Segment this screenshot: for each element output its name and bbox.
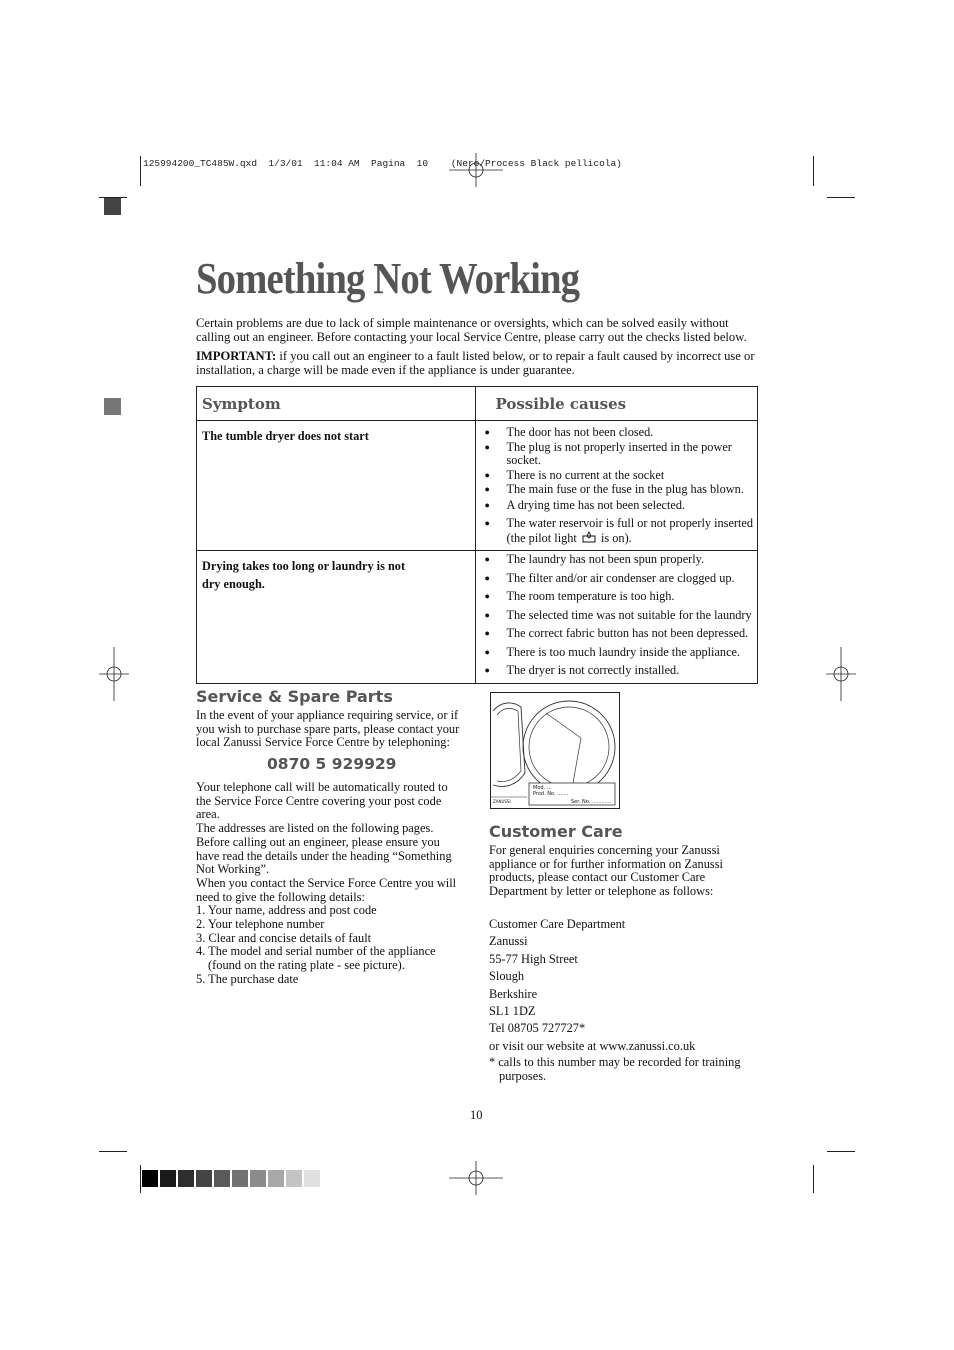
color-swatch — [142, 1170, 158, 1187]
service-paragraph: Your telephone call will be automatically routed to the Service Force Centre covering your post code area. — [196, 780, 448, 822]
fault-table — [196, 386, 758, 684]
registration-mark-top — [449, 143, 503, 197]
color-swatch — [232, 1170, 248, 1187]
service-paragraph: When you contact the Service Force Centre you will need to give the following details: — [196, 875, 457, 904]
color-swatch — [160, 1170, 176, 1187]
color-swatch — [250, 1170, 266, 1187]
address-line: Customer Care Department — [489, 917, 626, 931]
cause-item: ● The laundry has not been spun properly. — [484, 553, 755, 567]
intro-paragraph: Certain problems are due to lack of simple maintenance or oversights, which can be solved easily without calling out an engineer. Before contacting your local Service Centre, please carry out the checks listed below. — [196, 316, 747, 344]
address-line: Slough — [489, 969, 525, 984]
registration-mark-bottom — [449, 1151, 503, 1205]
causes-list — [476, 551, 757, 683]
list-item: 2. Your telephone number — [196, 917, 325, 932]
customer-care-website: or visit our website at www.zanussi.co.uk — [489, 1038, 696, 1053]
list-item: 4. The model and serial number of the appliance — [196, 944, 436, 959]
table-row — [197, 551, 758, 684]
color-swatch — [268, 1170, 284, 1187]
color-swatch — [214, 1170, 230, 1187]
service-paragraph: The addresses are listed on the following pages. — [196, 821, 434, 836]
color-swatch — [286, 1170, 302, 1187]
list-item: 1. Your name, address and post code — [196, 903, 377, 918]
cause-item: ● The main fuse or the fuse in the plug has blown. — [484, 483, 755, 497]
service-intro: In the event of your appliance requiring service, or if you wish to purchase spare parts, please contact your local Zanussi Service Force Centre by telephoning: — [196, 708, 460, 750]
table-row — [197, 421, 758, 551]
column-header-symptom: Symptom — [197, 387, 476, 421]
cause-item: ● The dryer is not correctly installed. — [484, 664, 755, 678]
customer-care-intro: For general enquiries concerning your Zanussi appliance or for further information on Zanussi products, please contact our Customer Care Department by letter or telephone as follows: — [489, 843, 723, 899]
page-title: Something Not Working — [196, 254, 580, 303]
service-heading: Service & Spare Parts — [196, 687, 393, 706]
crop-mark — [140, 1165, 141, 1193]
cause-item: ● A drying time has not been selected. — [484, 499, 755, 513]
cause-item: ● The filter and/or air condenser are clogged up. — [484, 572, 755, 586]
cause-item: ● The door has not been closed. — [484, 426, 755, 440]
customer-care-heading: Customer Care — [489, 822, 623, 841]
registration-mark-left — [87, 647, 141, 701]
important-paragraph — [196, 349, 756, 377]
color-swatch — [196, 1170, 212, 1187]
customer-care-phone: Tel 08705 727727* — [489, 1021, 586, 1036]
margin-marker — [104, 398, 121, 415]
margin-marker — [104, 198, 121, 215]
cause-item: ● There is no current at the socket — [484, 469, 755, 483]
cause-item: ● The plug is not properly inserted in the power socket. — [484, 441, 755, 468]
cause-item: ● There is too much laundry inside the appliance. — [484, 646, 755, 660]
column-header-causes: Possible causes — [476, 387, 758, 421]
address-line: Zanussi — [489, 934, 528, 949]
symptom-line: Drying takes too long or laundry is not — [202, 559, 406, 573]
address-line: 55-77 High Street — [489, 951, 578, 966]
customer-care-footnote: * calls to this number may be recorded for training purposes. — [489, 1055, 741, 1083]
list-item: 5. The purchase date — [196, 971, 299, 986]
print-header: 125994200_TC485W.qxd 1/3/01 11:04 AM Pagina 10 (Nero/Process Black pellicola) — [143, 158, 622, 169]
crop-mark — [140, 156, 141, 186]
service-paragraph: Before calling out an engineer, please ensure you have read the details under the heading “Something Not Working”. — [196, 834, 452, 877]
symptom-cell: The tumble dryer does not start — [202, 429, 369, 443]
color-swatch — [304, 1170, 320, 1187]
plate-brand-logo: ZANUSSI — [493, 799, 511, 804]
crop-mark — [827, 1151, 855, 1152]
plate-model-label: Mod. ... — [533, 785, 552, 791]
important-label: IMPORTANT: — [196, 349, 277, 363]
address-line: Berkshire — [489, 986, 538, 1001]
plate-prod-label: Prod. No. ....... — [533, 791, 569, 797]
crop-mark — [813, 1165, 814, 1193]
list-item: 3. Clear and concise details of fault — [196, 930, 372, 945]
important-text: if you call out an engineer to a fault listed below, or to repair a fault caused by incorrect use or installation, a charge will be made even if the appliance is under guarantee. — [196, 349, 755, 377]
plate-serial-label: Ser. No. ............ — [571, 799, 611, 805]
cause-item: ● The correct fabric button has not been depressed. — [484, 627, 755, 641]
symptom-line: dry enough. — [202, 577, 265, 591]
rating-plate-illustration — [490, 692, 620, 809]
crop-mark — [813, 156, 814, 186]
cause-text: The water reservoir is full or not properly inserted (the pilot light — [506, 516, 754, 545]
causes-list — [476, 421, 757, 550]
list-item: (found on the rating plate - see picture). — [208, 958, 405, 973]
page-number: 10 — [470, 1108, 483, 1122]
cause-item: ● The selected time was not suitable for the laundry — [484, 609, 755, 623]
customer-care-address — [489, 918, 751, 1057]
reservoir-full-icon — [582, 531, 596, 543]
color-swatch — [178, 1170, 194, 1187]
cause-item: ● The room temperature is too high. — [484, 590, 755, 604]
crop-mark — [99, 1151, 127, 1152]
service-details — [196, 781, 464, 987]
cause-text-end: is on). — [601, 530, 632, 545]
address-line: SL1 1DZ — [489, 1003, 536, 1018]
cause-item — [484, 517, 755, 545]
service-phone-number: 0870 5 929929 — [267, 755, 397, 773]
registration-mark-right — [814, 647, 868, 701]
crop-mark — [827, 197, 855, 198]
symptom-cell — [197, 551, 475, 593]
